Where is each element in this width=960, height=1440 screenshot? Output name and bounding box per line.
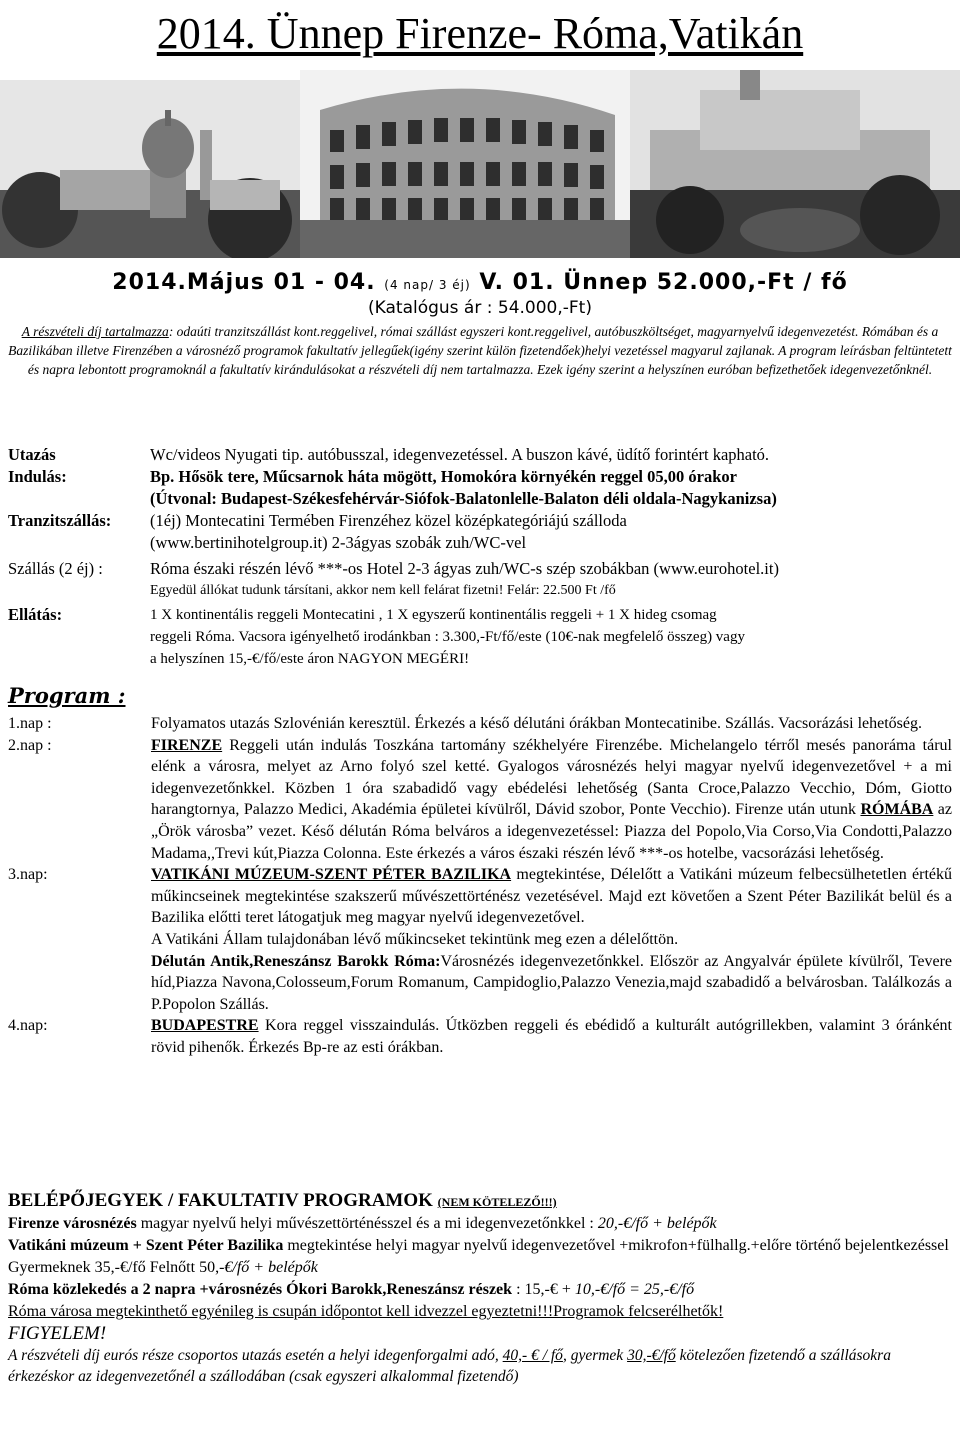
indulas-route: (Útvonal: Budapest-Székesfehérvár-Siófok-Balatonlelle-Balaton déli oldala-Nagykanizsa) [150,489,777,508]
ellatas-line3: a helyszínen 15,-€/fő/este áron NAGYON MEGÉRI! [150,651,470,667]
photo-collage [0,70,960,258]
footnote-u1: 40,- € / fő [502,1347,563,1364]
warning-heading: FIGYELEM! [8,1323,107,1344]
vatikan-text: megtekintése helyi magyar nyelvű idegenvezetővel +mikrofon+fülhallg.+előre történő bejelentkezéssel Gyermeknek 35,-€/fő Felnőtt 50, [8,1237,949,1276]
extras-heading [8,1190,952,1213]
extras-firenze [8,1213,952,1235]
day2-body [151,735,952,865]
day-1 [8,713,952,735]
day3-body [151,864,952,1015]
szallas-value: Róma északi részén lévő ***-os Hotel 2-3 ágyas zuh/WC-s szép szobákban (www.eurohotel.it) [150,559,779,578]
trip-nights: (4 nap/ 3 éj) [384,278,471,292]
day1-text: Folyamatos utazás Szlovénián keresztül. Érkezés a késő délutáni órákban Montecatinibe. Szállás. Vacsorázási lehetőség. [151,715,922,732]
colosseum-photo [300,70,630,258]
day2-label: 2.nap : [8,736,52,754]
roma-price: 10,-€/fő = 25,-€/fő [574,1281,695,1298]
program-days [8,713,952,1059]
extras-vatikan [8,1235,952,1279]
intro-paragraph [8,322,952,379]
day2-text: Reggeli után indulás Toszkána tartomány székhelyére Firenzébe. Michelangelo térről mesés panoráma tárul elénk a városra, melyet az Arno folyó szel ketté. Gyalogos városnézés helyi magyar nyelvű idegenvezetővel + a mi idegenvezetőnkkel. Közben 1 óra szabadidő vagy ebédelési lehetőség (Santa Croce,Palazzo Vecchio, Dóm, Giotto harangtornya, Palazzo Medici, Akadémia épületei kívülről, Dávid szobor, Ponte Vecchio). Firenze után utunk [151,736,952,819]
trip-summary [0,270,960,295]
trip-price: 52.000,-Ft / fő [656,270,848,295]
tranzit-label: Tranzitszállás: [8,511,112,530]
row-ellatas [8,604,952,670]
vatikan-price: -€/fő + belépők [219,1259,318,1276]
roma-text: : 15,-€ + [512,1281,575,1298]
firenze-bold: Firenze városnézés [8,1215,137,1232]
day2-city2: RÓMÁBA [860,801,934,819]
intro-lead: A részvételi díj tartalmazza [21,324,169,339]
row-tranzit [8,510,952,554]
tranzit-url[interactable]: (www.bertinihotelgroup.it) 2-3ágyas szobák zuh/WC-vel [150,533,527,552]
day2-city: FIRENZE [151,736,223,754]
photo-strip [0,70,960,258]
day3-text3: Városnézés idegenvezetőnkkel. Először az Angyalvár épülete kívülről, Tevere híd,Piazza Navona,Colosseum,Forum Romanum, Campidoglio,Palazzo Venezia,majd szabadidő a belvárosban. Találkozás a P.Popolon Szállás. [151,952,952,1013]
ellatas-label: Ellátás: [8,605,63,624]
vatican-photo [630,70,960,258]
day-3 [8,864,952,1015]
ellatas-line2: reggeli Róma. Vacsora igényelhető irodánkban : 3.300,-Ft/fő/este (10€-nak megfelelő összeg) vagy [150,629,745,645]
day3-text2: A Vatikáni Állam tulajdonában lévő műkincseket tekintünk meg ezen a délelőttön. [151,930,679,948]
extras-roma [8,1279,952,1301]
firenze-price: 20,-€/fő + belépők [597,1215,717,1232]
day4-city: BUDAPESTRE [151,1017,259,1035]
indulas-label: Indulás: [8,467,67,486]
day-4 [8,1015,952,1058]
details-section [8,444,952,670]
extras-heading-note: (NEM KÖTELEZŐ!!!) [437,1195,557,1209]
utazas-value: Wc/videos Nyugati tip. autóbusszal, idegenvezetéssel. A buszon kávé, üdítő forintért kapható. [150,445,770,464]
day4-body [151,1015,952,1058]
row-indulas [8,466,952,510]
firenze-text: magyar nyelvű helyi művészettörténésszel és a mi idegenvezetőnkkel : [136,1215,598,1232]
indulas-value: Bp. Hősök tere, Műcsarnok háta mögött, Homokóra környékén reggel 05,00 órakor [150,467,737,486]
intro-text: : odaúti tranzitszállást kont.reggelivel, római szállást egyszeri kont.reggelivel, autóbuszköltséget, magyarnyelvű idegenvezetést. Rómában és a Bazilikában illetve Firenzében a városnéző programok fakultatív jellegűek(igény szerint külön fizetendőek)helyi vezetéssel magyarul zajlanak. A program leírásban feltüntetett és napra lebontott programoknál a fakultatív kirándulásokat a részvételi díj nem tartalmazza. Ezek igény szerint a helyszínen euróban befizethetőek idegenvezetőnknél. [8,324,952,377]
day4-label: 4.nap: [8,1017,48,1035]
roma-bold: Róma közlekedés a 2 napra +városnézés Ókori Barokk,Reneszánsz részek [8,1281,513,1298]
footnote [8,1345,952,1387]
day2-text2: az „Örök városba” vezet. Késő délután Róma belváros a idegenvezetéssel: Piazza del Popolo,Via Corso,Via Condotti,Palazzo Madama,,Trevi kút,Piazza Colonna. Este érkezés a város északi részén lévő ***-os hotelbe, vacsorázási lehetőség. [151,801,953,862]
row-szallas [8,558,952,602]
tranzit-value: (1éj) Montecatini Termében Firenzéhez közel középkategóriájú szálloda [150,511,627,530]
utazas-label: Utazás [8,445,56,464]
extras-heading-text: BELÉPŐJEGYEK / FAKULTATIV PROGRAMOK [8,1190,438,1211]
vatikan-bold: Vatikáni múzeum + Szent Péter Bazilika [8,1237,284,1254]
roma-note: Róma városa megtekinthető egyénileg is csupán időpontot kell idvezzel egyeztetni!!!Programok felcserélhetők! [8,1303,724,1320]
day3-bold: Délután Antik,Reneszánsz Barokk Róma: [151,952,441,970]
day3-title: VATIKÁNI MÚZEUM-SZENT PÉTER BAZILIKA [151,866,512,884]
day3-label: 3.nap: [8,866,48,884]
extras-section [8,1190,952,1387]
day3-text: megtekintése, Délelőtt a Vatikáni múzeum felbecsülhetetlen értékű műkincseinek megtekintése szakszerű művészettörténész vezetésével. Majd ezt követően a Szent Péter Bazilikát belül és a Bazilika előtti teret látogatjuk meg magyar nyelvű idegenvezetővel. [151,866,953,927]
szallas-note: Egyedül állókat tudunk társítani, akkor nem kell felárat fizetni! Felár: 22.500 Ft /fő [150,583,616,598]
szallas-label: Szállás (2 éj) : [8,559,103,578]
ellatas-value: 1 X kontinentális reggeli Montecatini , 1 X egyszerű kontinentális reggeli + 1 X hideg csomag [150,607,717,623]
trip-dates: 2014.Május 01 - 04. [112,270,376,295]
day1-label: 1.nap : [8,715,52,732]
footnote-u2: 30,-€/fő [627,1347,676,1364]
footnote-a: A részvételi díj eurós része csoportos utazás esetén a helyi idegenforgalmi adó, [8,1347,503,1364]
catalog-price: (Katalógus ár : 54.000,-Ft) [368,298,592,318]
program-heading: Program : [8,683,126,708]
footnote-b: , gyermek [562,1347,628,1364]
footnote-c: kötelezően fizetendő a szállásokra érkezéskor az idegenvezetőnél a szállodában (csak egyszeri alkalommal fizetendő) [8,1347,891,1385]
florence-photo [0,80,300,258]
trip-holiday: V. 01. Ünnep [479,270,649,295]
page-title: 2014. Ünnep Firenze- Róma,Vatikán [156,9,804,58]
day4-text: Kora reggel visszaindulás. Útközben reggeli és ebédidő a kulturált autógrillekben, valamint 3 óránként rövid pihenők. Érkezés Bp-re az esti órákban. [151,1017,952,1056]
day-2 [8,735,952,865]
row-utazas [8,444,952,466]
